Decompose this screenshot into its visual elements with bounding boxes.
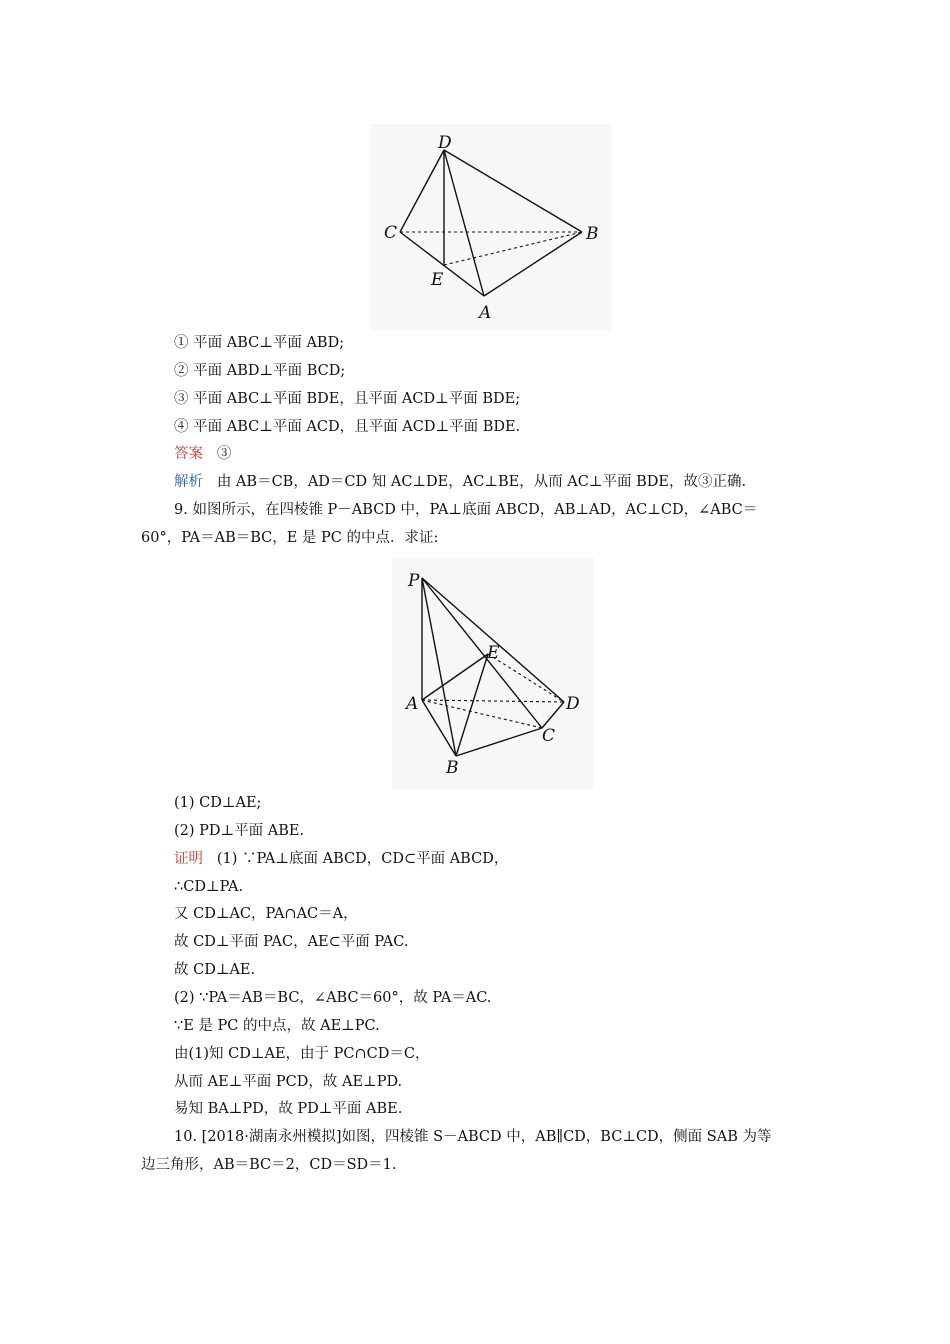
proof-line-3: 又 CD⊥AC，PA∩AC＝A， <box>174 906 358 922</box>
proof-line-8: 由(1)知 CD⊥AE，由于 PC∩CD＝C， <box>174 1046 430 1062</box>
analysis-line <box>174 472 746 492</box>
analysis-tag: 解析 <box>174 474 203 490</box>
label-e: E <box>431 270 444 290</box>
figure-tetrahedron-dbcea <box>370 124 612 330</box>
proof-line-9: 从而 AE⊥平面 PCD，故 AE⊥PD. <box>174 1074 403 1090</box>
label-b: B <box>586 224 599 244</box>
label-a: A <box>406 694 419 714</box>
proof-line-2: ∴CD⊥PA. <box>174 879 244 895</box>
label-e: E <box>487 643 500 663</box>
proof-line-5: 故 CD⊥AE. <box>174 962 256 978</box>
option-3: ③ 平面 ABC⊥平面 BDE，且平面 ACD⊥平面 BDE; <box>174 391 521 407</box>
proof-text-1: (1) ∵PA⊥底面 ABCD，CD⊂平面 ABCD， <box>216 851 509 867</box>
q10-stem-line2: 边三角形，AB＝BC＝2，CD＝SD＝1. <box>141 1157 397 1173</box>
label-d: D <box>438 133 452 153</box>
q10-stem-line1: 10. [2018·湖南永州模拟]如图，四棱锥 S－ABCD 中，AB∥CD，BC⊥CD，侧面 SAB 为等 <box>174 1129 772 1145</box>
answer-value: ③ <box>216 446 232 462</box>
label-c: C <box>384 223 398 243</box>
label-a: A <box>479 303 492 323</box>
proof-line-6: (2) ∵PA＝AB＝BC，∠ABC＝60°，故 PA＝AC. <box>174 990 492 1006</box>
proof-line-1 <box>174 849 508 869</box>
q9-part2: (2) PD⊥平面 ABE. <box>174 823 305 839</box>
proof-line-7: ∵E 是 PC 的中点，故 AE⊥PC. <box>174 1018 380 1034</box>
option-2: ② 平面 ABD⊥平面 BCD; <box>174 363 346 379</box>
answer-line <box>174 444 231 464</box>
label-d: D <box>566 694 580 714</box>
q9-stem-line1: 9. 如图所示，在四棱锥 P－ABCD 中，PA⊥底面 ABCD，AB⊥AD，AC⊥CD，∠ABC＝ <box>174 502 758 518</box>
answer-tag: 答案 <box>174 446 203 462</box>
label-p: P <box>408 571 420 591</box>
option-1: ① 平面 ABC⊥平面 ABD; <box>174 335 345 351</box>
proof-tag: 证明 <box>174 851 203 867</box>
label-c: C <box>542 726 556 746</box>
q9-part1: (1) CD⊥AE; <box>174 795 262 811</box>
proof-line-10: 易知 BA⊥PD，故 PD⊥平面 ABE. <box>174 1101 403 1117</box>
option-4: ④ 平面 ABC⊥平面 ACD，且平面 ACD⊥平面 BDE. <box>174 419 521 435</box>
figure-pyramid-pabcd <box>392 558 594 790</box>
proof-line-4: 故 CD⊥平面 PAC，AE⊂平面 PAC. <box>174 934 409 950</box>
q9-stem-line2: 60°，PA＝AB＝BC，E 是 PC 的中点．求证: <box>141 530 439 546</box>
label-b: B <box>446 758 459 778</box>
analysis-text: 由 AB＝CB，AD＝CD 知 AC⊥DE，AC⊥BE，从而 AC⊥平面 BDE，故③正确. <box>216 474 747 490</box>
